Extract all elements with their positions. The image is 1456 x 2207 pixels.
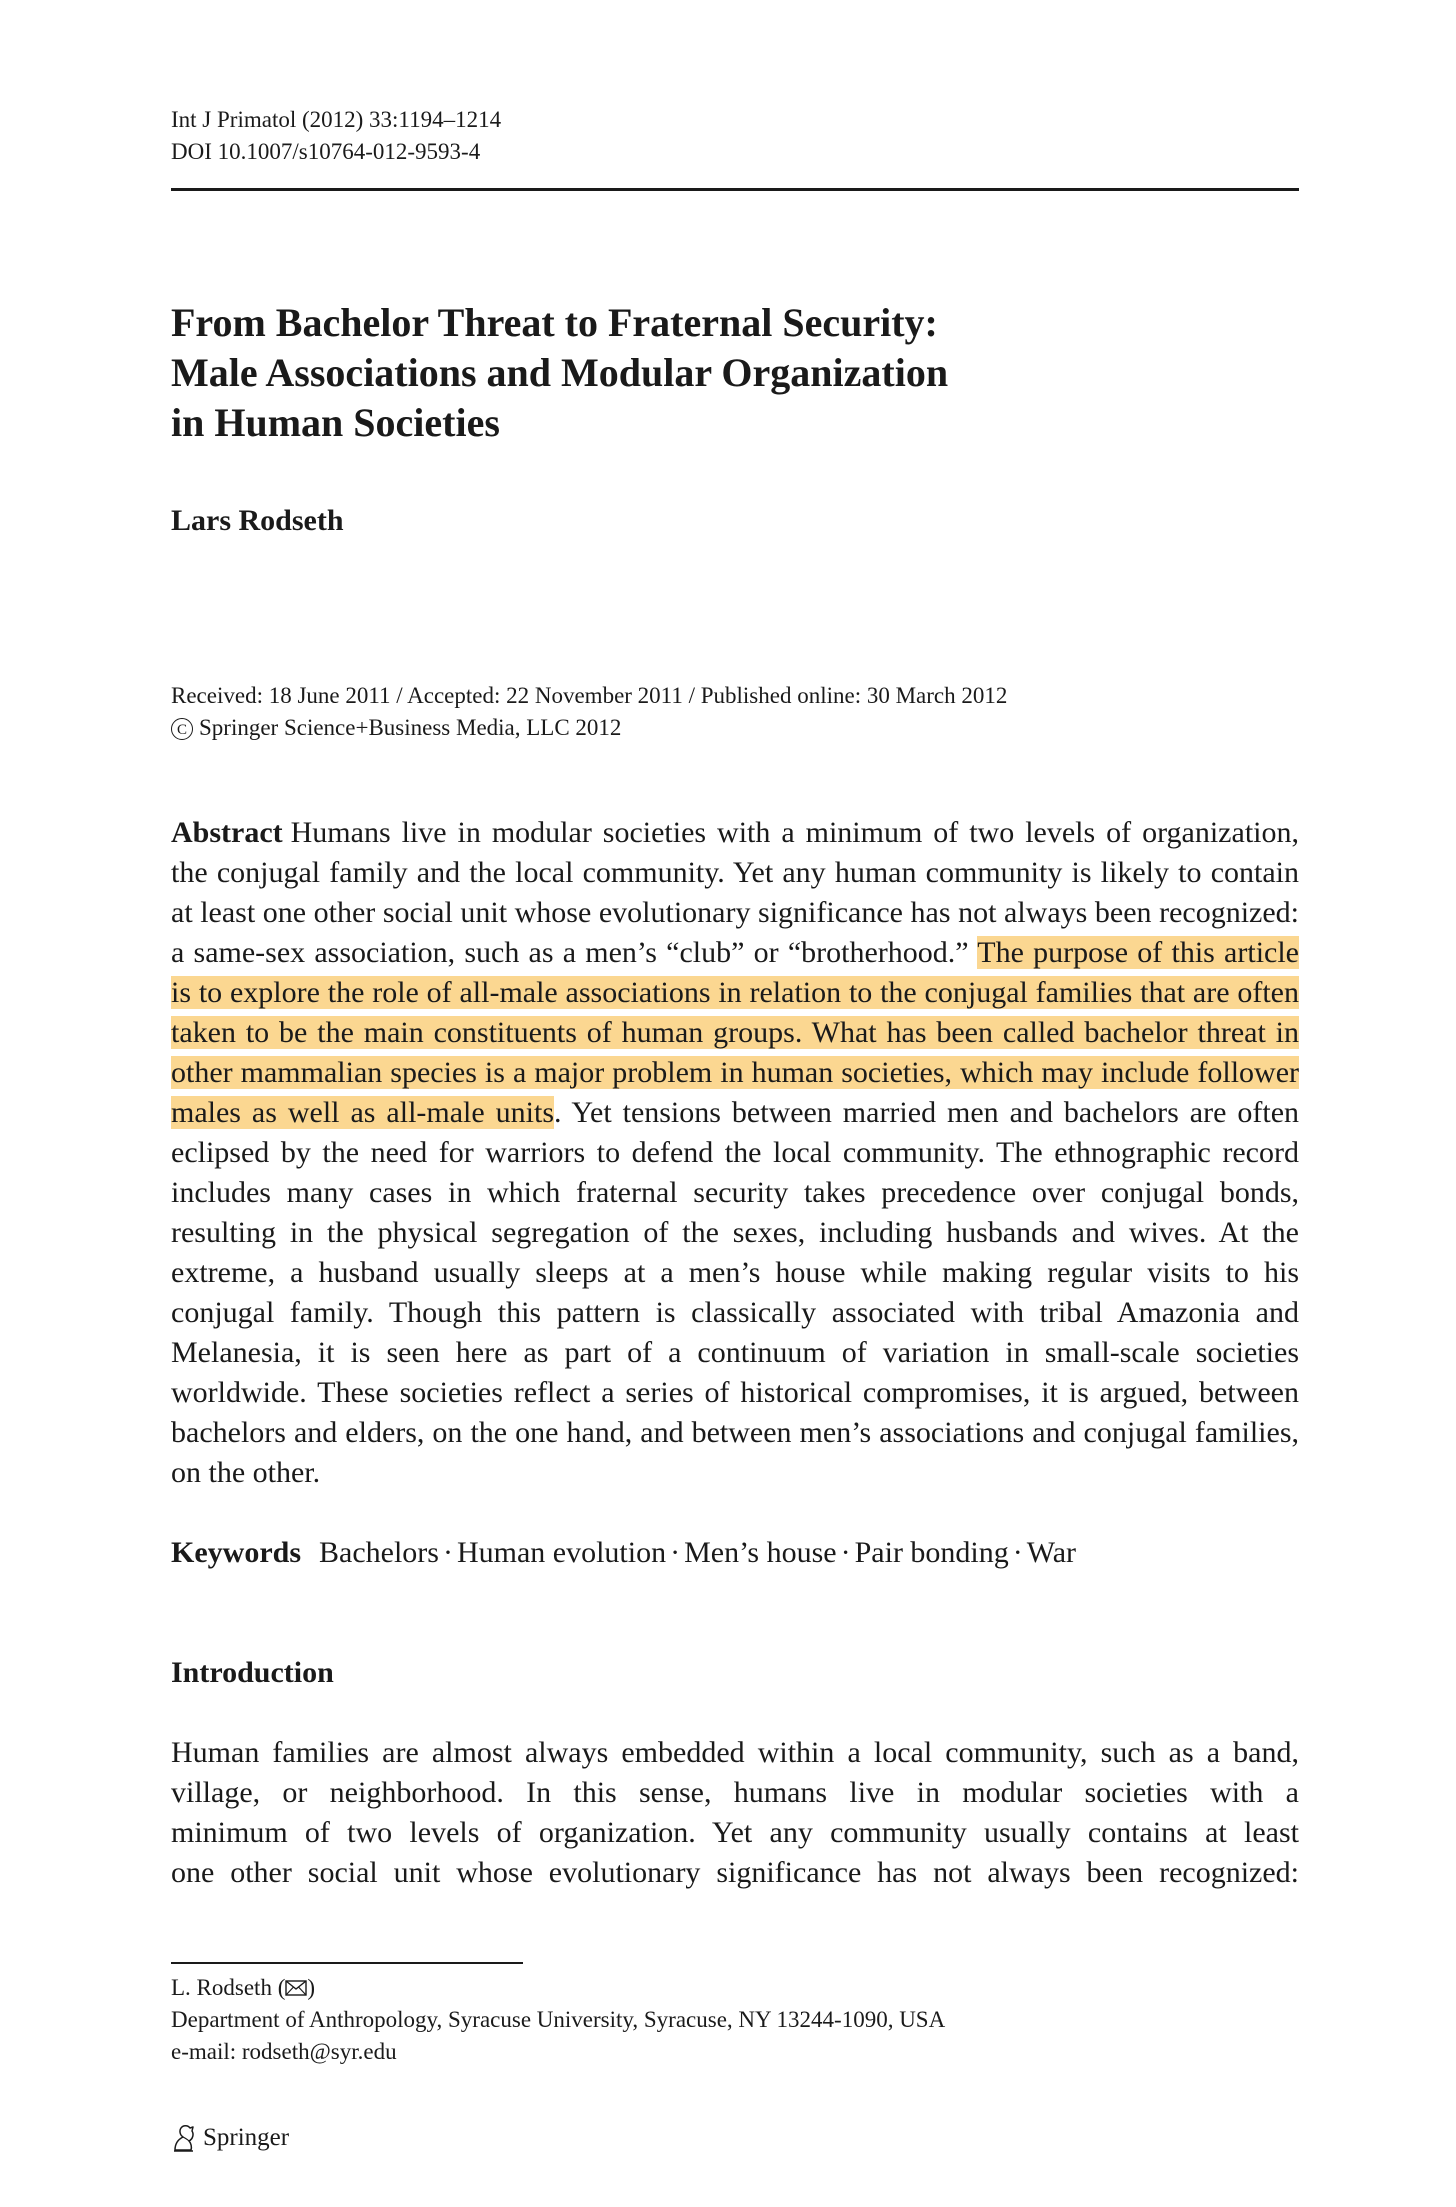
paragraph-line: Human families are almost always embedded within a local community, such as a band, (171, 1736, 1299, 1769)
paragraph-line: one other social unit whose evolutionary significance has not always been recognized: (171, 1856, 1299, 1889)
author-name: Lars Rodseth (171, 504, 344, 537)
footnote-author-line (171, 1972, 945, 2004)
footnote-author: L. Rodseth ( (171, 1975, 286, 2000)
publisher-name: Springer (203, 2124, 290, 2151)
footnote-affiliation: Department of Anthropology, Syracuse University, Syracuse, NY 13244-1090, USA (171, 2007, 946, 2032)
keyword-separator: · (840, 1536, 851, 1569)
dates-line: Received: 18 June 2011 / Accepted: 22 November 2011 / Published online: 30 March 2012 (171, 683, 1008, 708)
footnote-email: e-mail: rodseth@syr.edu (171, 2039, 397, 2064)
journal-doi: DOI 10.1007/s10764-012-9593-4 (171, 139, 481, 164)
keywords (171, 1533, 1299, 1573)
keyword: Men’s house (684, 1536, 837, 1569)
title-line: From Bachelor Threat to Fraternal Security: (171, 300, 938, 345)
abstract-highlighted-text: The purpose of this article is to explore the role of all-male associations in relation to the conjugal families that are often taken to be the main constituents of human groups. What has been called bachelor threat in other mammalian species is a major problem in human societies, which may include follower males as well as all-male units (171, 936, 1299, 1129)
copyright-text: Springer Science+Business Media, LLC 2012 (199, 715, 622, 740)
springer-horse-icon (171, 2123, 197, 2153)
publisher-mark (171, 2121, 289, 2155)
abstract (171, 813, 1299, 1493)
article-title (171, 298, 1299, 448)
keyword-separator: · (442, 1536, 453, 1569)
footnote-rule (171, 1962, 523, 1964)
paragraph-line: minimum of two levels of organization. Yet any community usually contains at least (171, 1816, 1299, 1849)
journal-header (171, 104, 501, 168)
paper-page (171, 0, 1299, 2207)
title-line: in Human Societies (171, 400, 500, 445)
author-footnote (171, 1972, 945, 2068)
keyword-separator: · (670, 1536, 681, 1569)
keywords-label: Keywords (171, 1536, 301, 1569)
keyword: Pair bonding (854, 1536, 1009, 1569)
footnote-author-close: ) (307, 1975, 316, 2000)
copyright-line (171, 712, 1007, 744)
journal-citation: Int J Primatol (2012) 33:1194–1214 (171, 107, 502, 132)
keyword-separator: · (1012, 1536, 1023, 1569)
abstract-label: Abstract (171, 816, 283, 849)
header-rule (171, 188, 1299, 191)
publication-dates (171, 680, 1007, 744)
keyword: War (1026, 1536, 1076, 1569)
section-heading-introduction: Introduction (171, 1656, 334, 1689)
title-line: Male Associations and Modular Organization (171, 350, 949, 395)
introduction-paragraph (171, 1733, 1299, 1893)
keyword: Human evolution (456, 1536, 667, 1569)
abstract-text-continued: . Yet tensions between married men and bachelors are often eclipsed by the need for warriors to defend the local community. The ethnographic record includes many cases in which fraternal security takes precedence over conjugal bonds, resulting in the physical segregation of the sexes, including husbands and wives. At the extreme, a husband usually sleeps at a men’s house while making regular visits to his conjugal family. Though this pattern is classically associated with tribal Amazonia and Melanesia, it is seen here as part of a continuum of variation in small-scale societies worldwide. These societies reflect a series of historical compromises, it is argued, between bachelors and elders, on the one hand, and between men’s associations and conjugal families, on the other. (171, 1096, 1300, 1489)
copyright-icon: C (171, 718, 193, 740)
abstract-text: Humans live in modular societies with a minimum of two levels of organization, the conjugal family and the local community. Yet any human community is likely to contain at least one other social unit whose evolutionary significance has not always been recognized: a same-sex association, such as a men’s “club” or “brotherhood.” (171, 816, 1299, 969)
envelope-icon (285, 1980, 307, 1996)
keyword: Bachelors (319, 1536, 439, 1569)
paragraph-line: village, or neighborhood. In this sense, humans live in modular societies with a (171, 1776, 1299, 1809)
